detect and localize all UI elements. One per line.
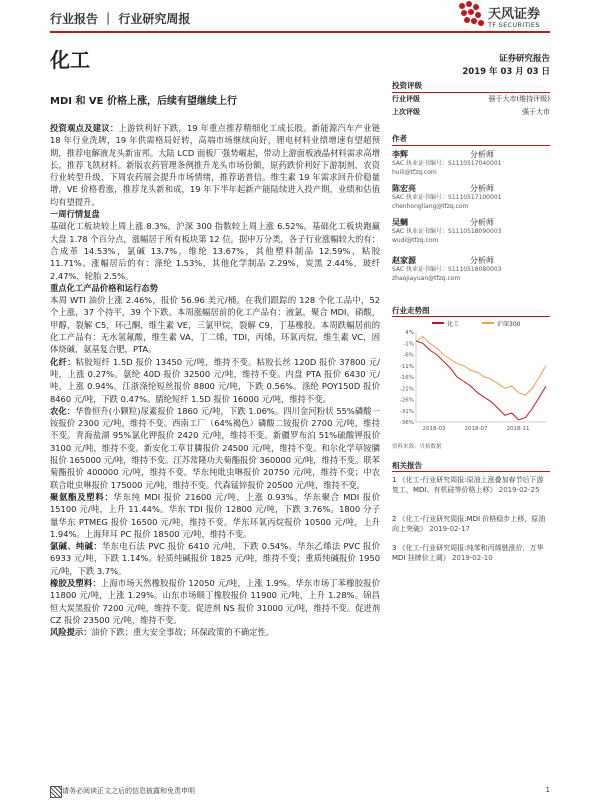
analyst-name: 陈宏亮 bbox=[392, 184, 416, 193]
analyst-name: 赵家源 bbox=[392, 256, 416, 265]
y-tick-label: 4% bbox=[405, 330, 414, 336]
footer-disclaimer: 请务必阅读正文之后的信息披露和免责申明 bbox=[62, 787, 195, 795]
related-heading: 相关报告 bbox=[392, 460, 550, 472]
related-report-date: 2019-02-17 bbox=[429, 525, 470, 533]
paragraph-lead: 氯碱、纯碱： bbox=[50, 541, 103, 552]
body-paragraph bbox=[50, 356, 380, 405]
y-tick-label: -6% bbox=[403, 352, 414, 359]
rating-row bbox=[392, 106, 550, 119]
report-body bbox=[50, 122, 380, 638]
analyst-card bbox=[392, 256, 550, 283]
qr-code-icon bbox=[50, 786, 62, 798]
report-category: 行业报告 ｜ 行业研究周报 bbox=[50, 12, 191, 26]
brand-name-en: TF SECURITIES bbox=[488, 21, 540, 29]
report-subtitle: MDI 和 VE 价格上涨，后续有望继续上行 bbox=[50, 96, 237, 107]
y-tick-label: -1% bbox=[403, 341, 414, 348]
rating-value: 强于大市 bbox=[522, 108, 550, 116]
paragraph-lead: 化纤： bbox=[50, 356, 76, 367]
related-report-title[interactable]: 1 《化工-行业研究周报:原油上涨叠加春节后下游复工，MDI、有机硅等价格上移》 bbox=[392, 476, 544, 494]
series-line bbox=[416, 337, 546, 396]
analyst-card bbox=[392, 150, 550, 177]
legend-label: 沪深300 bbox=[497, 321, 521, 328]
related-report-item[interactable] bbox=[392, 543, 550, 563]
report-date: 2019 年 03 月 03 日 bbox=[462, 67, 550, 77]
body-paragraph bbox=[50, 122, 380, 208]
analyst-email[interactable]: chenhongliang@tfzq.com bbox=[392, 203, 469, 210]
paragraph-text: 油价下跌；重大安全事故；环保政策的不确定性。 bbox=[91, 627, 275, 638]
related-report-item[interactable] bbox=[392, 514, 550, 534]
analyst-role: 分析师 bbox=[470, 184, 494, 193]
rating-heading: 投资评级 bbox=[392, 80, 550, 93]
paragraph-text: 上海市场天然橡胶报价 12050 元/吨，上涨 1.9%。华东市场丁苯橡胶报价 11800 元/吨，上涨 1.29%。山东市场顺丁橡胶报价 11900 元/吨，上升 1.28%。锦昌恒大炭黑报价 7200 元/吨，维持不变。促进剂 NS 报价 31000 元/吨，维持不变。促进剂 CZ 报价 23500 元/吨，维持不变。 bbox=[50, 577, 380, 625]
analysts-heading-box bbox=[392, 133, 550, 146]
rating-row bbox=[392, 93, 550, 106]
analyst-sac: SAC 执业证书编号：S1110518090003 bbox=[392, 228, 502, 235]
analyst-email[interactable]: wudi@tfzq.com bbox=[392, 237, 439, 244]
paragraph-lead: 风险提示： bbox=[50, 627, 92, 638]
related-report-title[interactable]: 2 《化工-行业研究周报:MDI 价格稳步上移，原油向上突破》 bbox=[392, 515, 546, 533]
x-tick-label: 2018-03 bbox=[422, 426, 446, 432]
legend-swatch bbox=[432, 322, 444, 324]
chart-heading: 行业走势图 bbox=[392, 305, 550, 317]
rating-value: 强于大市(维持评级) bbox=[488, 95, 550, 103]
paragraph-lead: 一周行情复盘 bbox=[50, 209, 100, 220]
x-tick-label: 2018-07 bbox=[464, 426, 488, 432]
rating-label: 行业评级 bbox=[392, 95, 420, 103]
analyst-sac: SAC 执业证书编号：S1110517100001 bbox=[392, 194, 502, 201]
rating-label: 上次评级 bbox=[392, 108, 420, 116]
chart-source: 资料来源：贝格数据 bbox=[392, 444, 442, 450]
section-heading bbox=[50, 282, 380, 294]
analyst-sac: SAC 执业证书编号：S1110517040001 bbox=[392, 160, 502, 167]
paragraph-text: 粘胶短纤 1.5D 报价 13450 元/吨，维持不变。粘胶长丝 120D 报价 37800 元/吨，上涨 0.27%。氨纶 40D 报价 32500 元/吨，维持不变。内盘 PTA 报价 6430 元/吨，上涨 0.94%。江浙涤纶短丝报价 8800 元/吨，下跌 0.56%。涤纶 POY150D 报价 8460 元/吨，下跌 0.47%。腈纶短纤 1.5D 报价 16000 元/吨，维持不变。 bbox=[50, 356, 380, 404]
y-tick-label: -36% bbox=[399, 420, 414, 426]
title-divider bbox=[50, 31, 550, 33]
y-tick-label: -31% bbox=[399, 408, 414, 415]
industry-trend-chart bbox=[392, 318, 550, 442]
y-tick-label: -21% bbox=[399, 386, 414, 393]
related-report-date: 2019-02-25 bbox=[498, 486, 540, 494]
analyst-name: 吴鲷 bbox=[392, 218, 408, 227]
paragraph-text: 上游铁利好下跌，19 年重点推荐精细化工成长股。新能源汽车产业链 18 年行业洗牌，19 年供需格局好转，高端市场继续向好，锂电材料业绩增速有望超预期，推荐电解液龙头新宙邦。大陆 LCD 面板厂强势崛起，带动上游面板液晶材料需求高增长，推荐飞凯材料。新版农药管理条例推升龙头市场份额，原药跌价利好下游制剂，农资行业转型升级，下周农药展会提升市场情绪，推荐诺普信。维生素 19 年需求回升价稳量增，VE 价格看涨，推荐龙头新和成，19 年下半年起新产能陆续进入投产期，业绩和估值均有望提升。 bbox=[50, 123, 380, 207]
related-report-date: 2019-02-10 bbox=[451, 554, 493, 562]
legend-label: 化工 bbox=[447, 321, 460, 328]
analyst-card bbox=[392, 218, 550, 245]
analysts-heading: 作者 bbox=[392, 133, 550, 146]
paragraph-lead: 重点化工产品价格和运行态势 bbox=[50, 282, 158, 293]
analyst-name: 李辉 bbox=[392, 150, 408, 159]
body-paragraph bbox=[50, 626, 380, 638]
y-tick-label: -26% bbox=[399, 397, 414, 404]
body-paragraph bbox=[50, 540, 380, 577]
rating-box bbox=[392, 80, 550, 119]
page-number: 1 bbox=[545, 786, 550, 794]
analyst-role: 分析师 bbox=[470, 218, 494, 227]
series-line bbox=[416, 341, 546, 420]
report-type: 证券研究报告 bbox=[498, 54, 550, 64]
related-report-item[interactable] bbox=[392, 475, 550, 495]
analyst-card bbox=[392, 184, 550, 211]
analyst-sac: SAC 执业证书编号：S1110518080003 bbox=[392, 266, 502, 273]
paragraph-lead: 投资观点及建议： bbox=[50, 123, 119, 133]
analyst-role: 分析师 bbox=[470, 150, 494, 159]
paragraph-text: 基础化工板块较上周上涨 8.3%，沪深 300 指数较上周上涨 6.52%。基础化工板块跑赢大盘 1.78 个百分点，涨幅居于所有板块第 12 位。据申万分类，各子行业涨幅较大的有：合成革 14.53%，氯碱 13.7%，维纶 13.67%，其他塑料制品 12.59%，粘胶 11.71%。涨幅居后的有：涤纶 1.53%，其他化学制品 2.29%，炭黑 2.44%，玻纤 2.47%，轮胎 2.5%。 bbox=[50, 221, 380, 281]
paragraph-text: 本周 WTI 油价上涨 2.46%，报价 56.96 美元/桶。在我们跟踪的 128 个化工品中，52 个上涨，37 个持平，39 个下跌。本周涨幅居前的化工产品有：液氯，聚合 MDI，硝酸，甲醇，裂解 C5，环己酮，维生素 VE，三氯甲烷，裂解 C9，丁基橡胶。本周跌幅居前的化工产品有：无水氢氟酸，维生素 VA，丁二烯，TDI，丙烯，环氧丙烷，维生素 VC，固体烧碱，氨基复合肥，PTA。 bbox=[50, 295, 380, 355]
section-heading bbox=[50, 208, 380, 220]
y-tick-label: -16% bbox=[399, 375, 414, 381]
paragraph-lead: 聚氨酯及塑料： bbox=[50, 491, 114, 502]
body-paragraph bbox=[50, 577, 380, 626]
body-paragraph bbox=[50, 491, 380, 540]
brand-name: 天风证券 bbox=[488, 7, 541, 22]
body-paragraph bbox=[50, 220, 380, 281]
paragraph-text: 华鲁恒升(小颗粒)尿素报价 1860 元/吨，下跌 1.06%。四川金河粉状 55%磷酸一铵报价 2300 元/吨，维持不变。西南工厂（64%褐色）磷酸二铵报价 2700 元/吨，维持不变。青海盐湖 95%氯化钾报价 2420 元/吨，维持不变。新疆罗布泊 51%硫酸钾报价 3100 元/吨，维持不变。新安化工草甘膦报价 24500 元/吨，维持不变。和尔化学草铵膦报价 165000 元/吨，维持不变。江苏常隆功夫菊酯报价 360000 元/吨，维持不变。联苯菊酯报价 400000 元/吨，维持不变。华东纯吡虫啉报价 20750 元/吨，维持不变；中农联合吡虫啉报价 175000 元/吨，维持不变。代森锰锌报价 20500 元/吨，维持不变。 bbox=[50, 405, 380, 490]
analyst-email[interactable]: zhaojiayuan@tfzq.com bbox=[392, 275, 461, 282]
paragraph-lead: 农化： bbox=[50, 405, 76, 416]
legend-swatch bbox=[482, 322, 494, 324]
paragraph-text: 华东纯 MDI 报价 21600 元/吨，上涨 0.93%。华东聚合 MDI 报价 15100 元/吨，上升 11.44%。华东 TDI 报价 12800 元/吨，下跌 3.76%。1800 分子量华东 PTMEG 报价 16500 元/吨，维持不变。华东环氧丙烷报价 10500 元/吨，上升 1.94%。上海拜耳 PC 报价 18500 元/吨，维持不变。 bbox=[50, 491, 380, 539]
x-tick-label: 2018-11 bbox=[506, 426, 530, 432]
page-title: 化工 bbox=[50, 48, 90, 72]
paragraph-lead: 橡胶及塑料： bbox=[50, 577, 101, 588]
analyst-email[interactable]: huili@tfzq.com bbox=[392, 169, 437, 176]
y-tick-label: -11% bbox=[399, 363, 414, 370]
body-paragraph bbox=[50, 294, 380, 355]
paragraph-text: 华东电石法 PVC 报价 6410 元/吨，下跌 0.54%。华东乙烯法 PVC 报价 6933 元/吨，下跌 1.14%。轻质纯碱报价 1825 元/吨，维持不变；重质纯碱报价 1950 元/吨，下跌 3.7%。 bbox=[50, 541, 380, 576]
body-paragraph bbox=[50, 405, 380, 491]
analyst-role: 分析师 bbox=[470, 256, 494, 265]
related-report-title[interactable]: 3 《化工-行业研究周报:纯苯和丙烯链涨价，万华 MDI 挂牌价上调》 bbox=[392, 544, 544, 562]
